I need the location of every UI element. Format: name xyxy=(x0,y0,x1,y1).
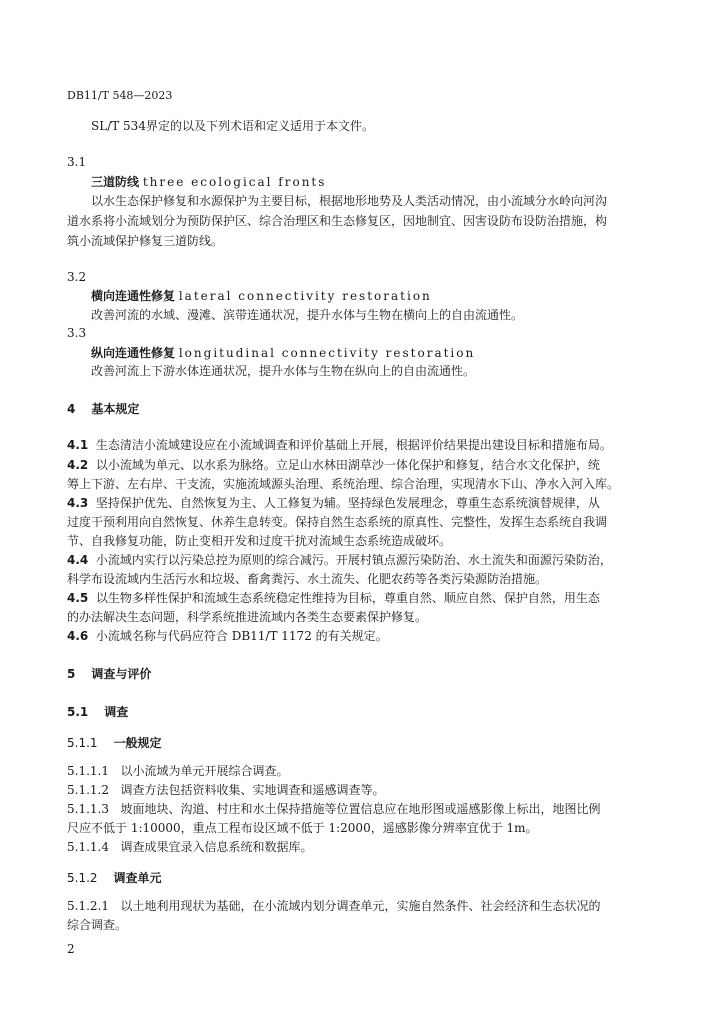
clause-number: 5.1.1.1 xyxy=(67,764,109,778)
term-number: 3.2 xyxy=(67,270,87,284)
section-number: 4 xyxy=(67,402,76,416)
clause-number: 5.1.2.1 xyxy=(67,899,109,913)
term-definition-line: 改善河流上下游水体连通状况，提升水体与生物在纵向上的自由流通性。 xyxy=(91,364,476,378)
clause-line xyxy=(67,762,655,781)
clause-line xyxy=(67,627,655,646)
term-name: 三道防线 xyxy=(91,175,140,189)
clause-text: 坡面地块、沟道、村庄和水土保持措施等位置信息应在地形图或遥感影像上标出，地图比例 xyxy=(120,802,601,816)
clause-text: 以土地利用现状为基础，在小流域内划分调查单元，实施自然条件、社会经济和生态状况的 xyxy=(120,899,601,913)
term-number: 3.1 xyxy=(67,155,87,169)
clause-line xyxy=(67,781,655,800)
clause-number: 5.1.1.2 xyxy=(67,783,109,797)
clause-line xyxy=(67,494,655,513)
clause-line xyxy=(67,551,655,570)
clause-text: 坚持保护优先、自然恢复为主、人工修复为辅。坚持绿色发展理念，尊重生态系统演替规律，从 xyxy=(95,496,600,510)
clause-line xyxy=(67,838,655,857)
clause-text: 以生物多样性保护和流域生态系统稳定性维持为目标，尊重自然、顺应自然、保护自然，用生态 xyxy=(95,591,600,605)
term-definition-line: 道水系将小流域划分为预防保护区、综合治理区和生态修复区，因地制宜、因害设防布设防治措施，构 xyxy=(67,214,608,228)
subsection-number: 5.1.2 xyxy=(67,871,98,885)
clause-number: 4.3 xyxy=(67,496,89,510)
clause-number: 4.2 xyxy=(67,458,89,472)
clause-text: 小流域名称与代码应符合 DB11/T 1172 的有关规定。 xyxy=(95,629,388,643)
term-name: 纵向连通性修复 xyxy=(91,346,176,360)
clause-line xyxy=(67,436,655,455)
clause-line xyxy=(67,589,655,608)
clause-text: 调查成果宜录入信息系统和数据库。 xyxy=(120,840,313,854)
clause-number: 4.5 xyxy=(67,591,89,605)
clause-text: 小流域内实行以污染总控为原则的综合减污。开展村镇点源污染防治、水土流失和面源污染防治， xyxy=(95,553,612,567)
page-number: 2 xyxy=(67,942,75,956)
term-english: three ecological fronts xyxy=(142,175,327,189)
clause-line: 尺应不低于 1:10000，重点工程布设区域不低于 1:2000，遥感影像分辨率宜优于 1m。 xyxy=(67,821,538,835)
term-english: longitudinal connectivity restoration xyxy=(178,346,476,360)
term-definition-line: 筑小流域保护修复三道防线。 xyxy=(67,234,224,248)
term-heading xyxy=(67,287,679,306)
clause-text: 调查方法包括资料收集、实地调查和遥感调查等。 xyxy=(120,783,385,797)
section-heading xyxy=(67,400,655,419)
term-number: 3.3 xyxy=(67,326,87,340)
subsection-number: 5.1.1 xyxy=(67,736,98,750)
subsection-title: 调查单元 xyxy=(113,871,162,885)
subsection-heading xyxy=(67,869,655,888)
section-title: 调查与评价 xyxy=(91,667,152,681)
section-number: 5 xyxy=(67,667,76,681)
clause-line: 节、自我修复功能，防止变相开发和过度干扰对流域生态系统造成破坏。 xyxy=(67,534,452,548)
section-heading xyxy=(67,665,655,684)
clause-line: 综合调查。 xyxy=(67,918,128,932)
clause-number: 5.1.1.4 xyxy=(67,840,109,854)
clause-text: 以小流域为单元、以水系为脉络。立足山水林田湖草沙一体化保护和修复，结合水文化保护，统 xyxy=(95,458,600,472)
section-title: 基本规定 xyxy=(91,402,140,416)
term-definition-line: 改善河流的水域、漫滩、滨带连通状况，提升水体与生物在横向上的自由流通性。 xyxy=(91,308,524,322)
clause-line xyxy=(67,800,655,819)
clause-text: 生态清洁小流域建设应在小流域调查和评价基础上开展，根据评价结果提出建设目标和措施布局。 xyxy=(95,438,612,452)
subsection-title: 调查 xyxy=(104,705,129,719)
clause-line: 科学布设流域内生活污水和垃圾、畜禽粪污、水土流失、化肥农药等各类污染源防治措施。 xyxy=(67,572,548,586)
subsection-number: 5.1 xyxy=(67,705,89,719)
term-name: 横向连通性修复 xyxy=(91,289,176,303)
subsection-heading xyxy=(67,734,655,753)
clause-number: 4.4 xyxy=(67,553,89,567)
clause-line: 过度干预利用向自然恢复、休养生息转变。保持自然生态系统的原真性、完整性，发挥生态系统自我调 xyxy=(67,515,608,529)
clause-number: 5.1.1.3 xyxy=(67,802,109,816)
subsection-title: 一般规定 xyxy=(113,736,162,750)
term-heading xyxy=(67,344,679,363)
clause-text: 以小流域为单元开展综合调查。 xyxy=(120,764,289,778)
intro-text: SL/T 534界定的以及下列术语和定义适用于本文件。 xyxy=(91,119,374,133)
clause-line: 的办法解决生态问题，科学系统推进流域内各类生态要素保护修复。 xyxy=(67,610,428,624)
term-heading xyxy=(67,173,679,192)
clause-number: 4.6 xyxy=(67,629,89,643)
clause-line xyxy=(67,897,655,916)
clause-line: 筹上下游、左右岸、干支流，实施流域源头治理、系统治理、综合治理，实现清水下山、净水入河入库。 xyxy=(67,477,620,491)
document-id: DB11/T 548—2023 xyxy=(67,89,173,102)
term-definition-line: 以水生态保护修复和水源保护为主要目标，根据地形地势及人类活动情况，由小流域分水岭向河沟 xyxy=(91,194,608,208)
subsection-heading xyxy=(67,703,655,722)
clause-line xyxy=(67,456,655,475)
clause-number: 4.1 xyxy=(67,438,89,452)
term-english: lateral connectivity restoration xyxy=(178,289,432,303)
